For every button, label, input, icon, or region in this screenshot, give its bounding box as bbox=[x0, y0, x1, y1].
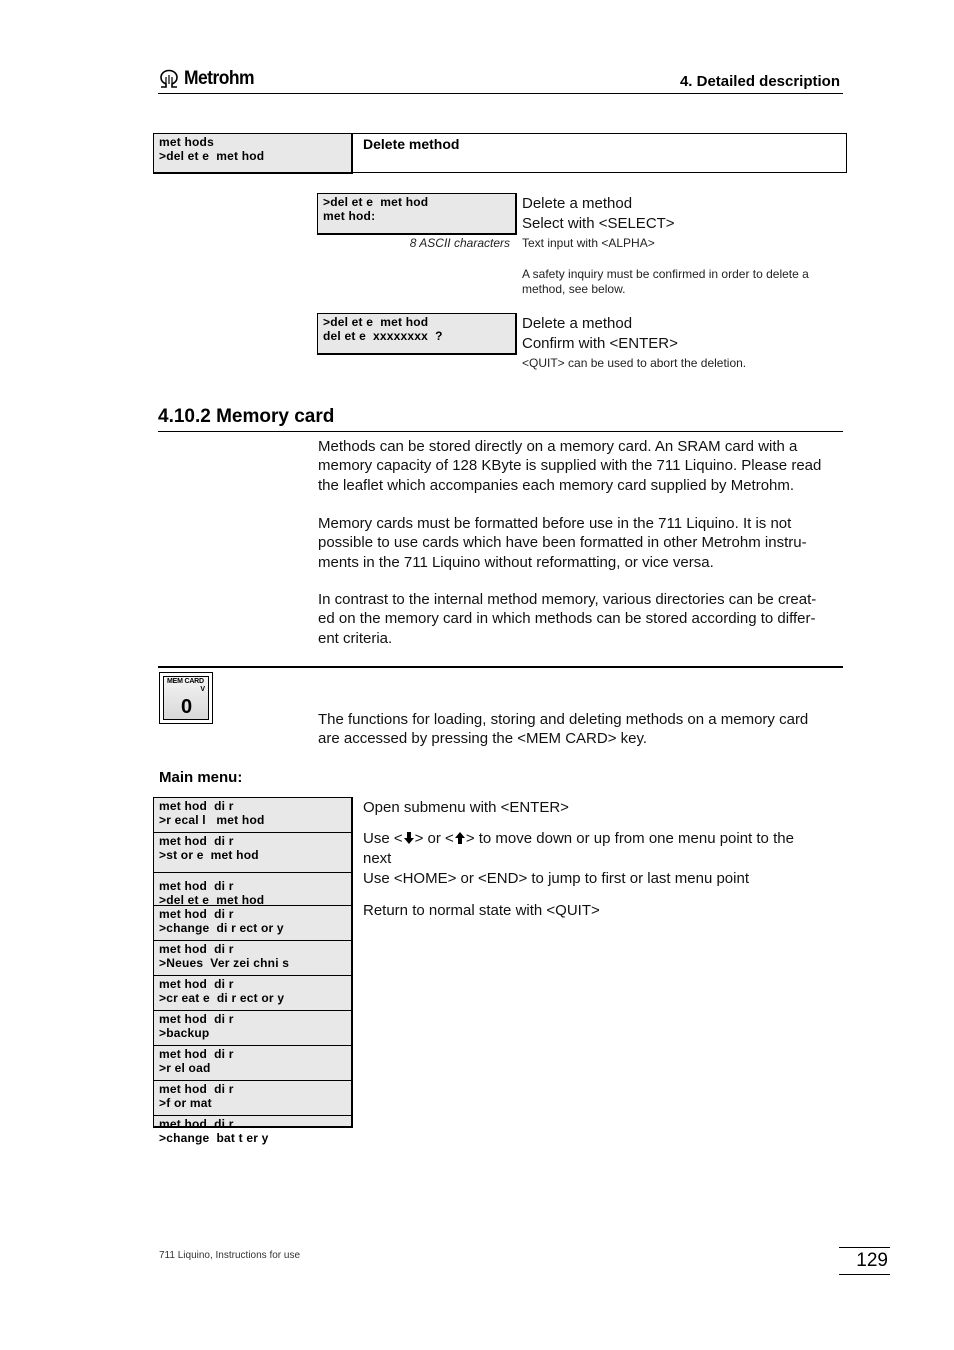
instr-text: > to move down or up from one menu point to the bbox=[465, 830, 794, 847]
menu-item bbox=[154, 798, 351, 832]
lcd-line: met hods bbox=[159, 135, 214, 149]
key-face bbox=[163, 676, 209, 720]
step1-safety-note bbox=[522, 267, 809, 297]
footer-doc-title: 711 Liquino, Instructions for use bbox=[159, 1250, 301, 1261]
step2-quit-note: <QUIT> can be used to abort the deletion. bbox=[522, 356, 747, 370]
lcd-line: >cr eat e di r ect or y bbox=[159, 991, 285, 1005]
arrow-down-icon bbox=[403, 831, 415, 845]
lcd-line: >del et e met hod bbox=[323, 195, 429, 209]
lcd-line: met hod di r bbox=[159, 799, 234, 813]
lcd-line: >f or mat bbox=[159, 1096, 212, 1110]
ascii-note: 8 ASCII characters bbox=[409, 236, 510, 250]
para-line: The functions for loading, storing and deleting methods on a memory card bbox=[318, 711, 809, 728]
desc-line: Select with <SELECT> bbox=[522, 215, 675, 232]
lcd-line: del et e xxxxxxxx ? bbox=[323, 329, 443, 343]
desc-line: Confirm with <ENTER> bbox=[522, 335, 678, 352]
delete-method-heading: Delete method bbox=[352, 133, 847, 173]
lcd-line: >del et e met hod bbox=[159, 149, 265, 163]
main-menu-display bbox=[153, 797, 353, 1145]
lcd-line: >r ecal l met hod bbox=[159, 813, 265, 827]
main-menu-label: Main menu: bbox=[159, 769, 243, 786]
delete-method-display bbox=[317, 193, 517, 235]
paragraph-key bbox=[318, 710, 843, 749]
paragraph-format bbox=[318, 514, 843, 572]
para-line: ments in the 711 Liquino without reformatting, or vice versa. bbox=[318, 553, 714, 571]
lcd-line: met hod di r bbox=[159, 834, 234, 848]
paragraph-directories bbox=[318, 590, 843, 648]
lcd-line: met hod: bbox=[323, 209, 376, 223]
menu-item bbox=[154, 905, 351, 940]
instruction-return: Return to normal state with <QUIT> bbox=[363, 902, 600, 919]
menu-item bbox=[154, 832, 351, 872]
menu-item bbox=[154, 1010, 351, 1045]
instruction-open: Open submenu with <ENTER> bbox=[363, 799, 569, 816]
lcd-line: >del et e met hod bbox=[159, 893, 265, 907]
menu-item bbox=[154, 975, 351, 1010]
brand-logo bbox=[158, 66, 260, 92]
lcd-line: met hod di r bbox=[159, 942, 234, 956]
para-line: In contrast to the internal method memory, various directories can be creat- bbox=[318, 591, 817, 608]
section-divider bbox=[158, 431, 843, 432]
desc-line: Delete a method bbox=[522, 195, 633, 212]
step1-desc bbox=[522, 194, 675, 234]
lcd-line: >Neues Ver zei chni s bbox=[159, 956, 290, 970]
section-title: 4.10.2 Memory card bbox=[158, 406, 335, 427]
lcd-line: met hod di r bbox=[159, 1117, 234, 1131]
key-sub-label: V bbox=[200, 686, 205, 693]
menu-item bbox=[154, 1045, 351, 1080]
paragraph-intro bbox=[318, 437, 843, 495]
para-line: memory capacity of 128 KByte is supplied with the 711 Liquino. Please read bbox=[318, 457, 822, 475]
para-line: are accessed by pressing the <MEM CARD> key. bbox=[318, 730, 648, 748]
para-line: possible to use cards which have been formatted in other Metrohm instru- bbox=[318, 534, 807, 552]
para-line: Memory cards must be formatted before use in the 711 Liquino. It is not bbox=[318, 515, 792, 532]
instr-text: > or < bbox=[414, 830, 454, 847]
para-line: ed on the memory card in which methods can be stored according to differ- bbox=[318, 610, 816, 628]
lcd-line: >del et e met hod bbox=[323, 315, 429, 329]
lcd-line: >r el oad bbox=[159, 1061, 211, 1075]
lcd-line: met hod di r bbox=[159, 1012, 234, 1026]
para-line: Methods can be stored directly on a memory card. An SRAM card with a bbox=[318, 438, 798, 455]
lcd-line: >change di r ect or y bbox=[159, 921, 284, 935]
instr-text: next bbox=[363, 850, 392, 867]
instruction-navigate bbox=[363, 829, 843, 889]
desc-line: Delete a method bbox=[522, 315, 633, 332]
para-line: ent criteria. bbox=[318, 629, 393, 647]
menu-item bbox=[154, 940, 351, 975]
lcd-line: met hod di r bbox=[159, 879, 234, 893]
key-label: MEM CARD bbox=[167, 678, 204, 685]
lcd-line: >st or e met hod bbox=[159, 848, 259, 862]
note-line: A safety inquiry must be confirmed in order to delete a bbox=[522, 267, 809, 281]
instr-text: Use < bbox=[363, 830, 403, 847]
step1-alpha-note: Text input with <ALPHA> bbox=[522, 236, 655, 250]
brand-name: Metrohm bbox=[184, 68, 254, 89]
section-header: 4. Detailed description bbox=[679, 73, 840, 90]
lcd-line: met hod di r bbox=[159, 907, 234, 921]
menu-item bbox=[154, 872, 351, 905]
lcd-line: >change bat t er y bbox=[159, 1131, 269, 1145]
header-divider bbox=[158, 93, 843, 94]
key-divider bbox=[158, 666, 843, 668]
arrow-up-icon bbox=[454, 831, 466, 845]
page-number: 129 bbox=[856, 1250, 888, 1271]
omega-icon bbox=[158, 69, 180, 89]
lcd-line: >backup bbox=[159, 1026, 210, 1040]
key-number: 0 bbox=[181, 696, 193, 718]
note-line: method, see below. bbox=[522, 282, 626, 296]
step2-desc bbox=[522, 314, 678, 354]
menu-item bbox=[154, 1080, 351, 1115]
mem-card-key-icon bbox=[159, 672, 213, 724]
menu-item bbox=[154, 1115, 351, 1150]
instr-text: Use <HOME> or <END> to jump to first or last menu point bbox=[363, 870, 749, 887]
lcd-line: met hod di r bbox=[159, 1047, 234, 1061]
para-line: the leaflet which accompanies each memory card supplied by Metrohm. bbox=[318, 476, 795, 494]
delete-confirm-display bbox=[317, 313, 517, 355]
lcd-line: met hod di r bbox=[159, 977, 234, 991]
methods-menu-display bbox=[153, 133, 353, 174]
lcd-line: met hod di r bbox=[159, 1082, 234, 1096]
